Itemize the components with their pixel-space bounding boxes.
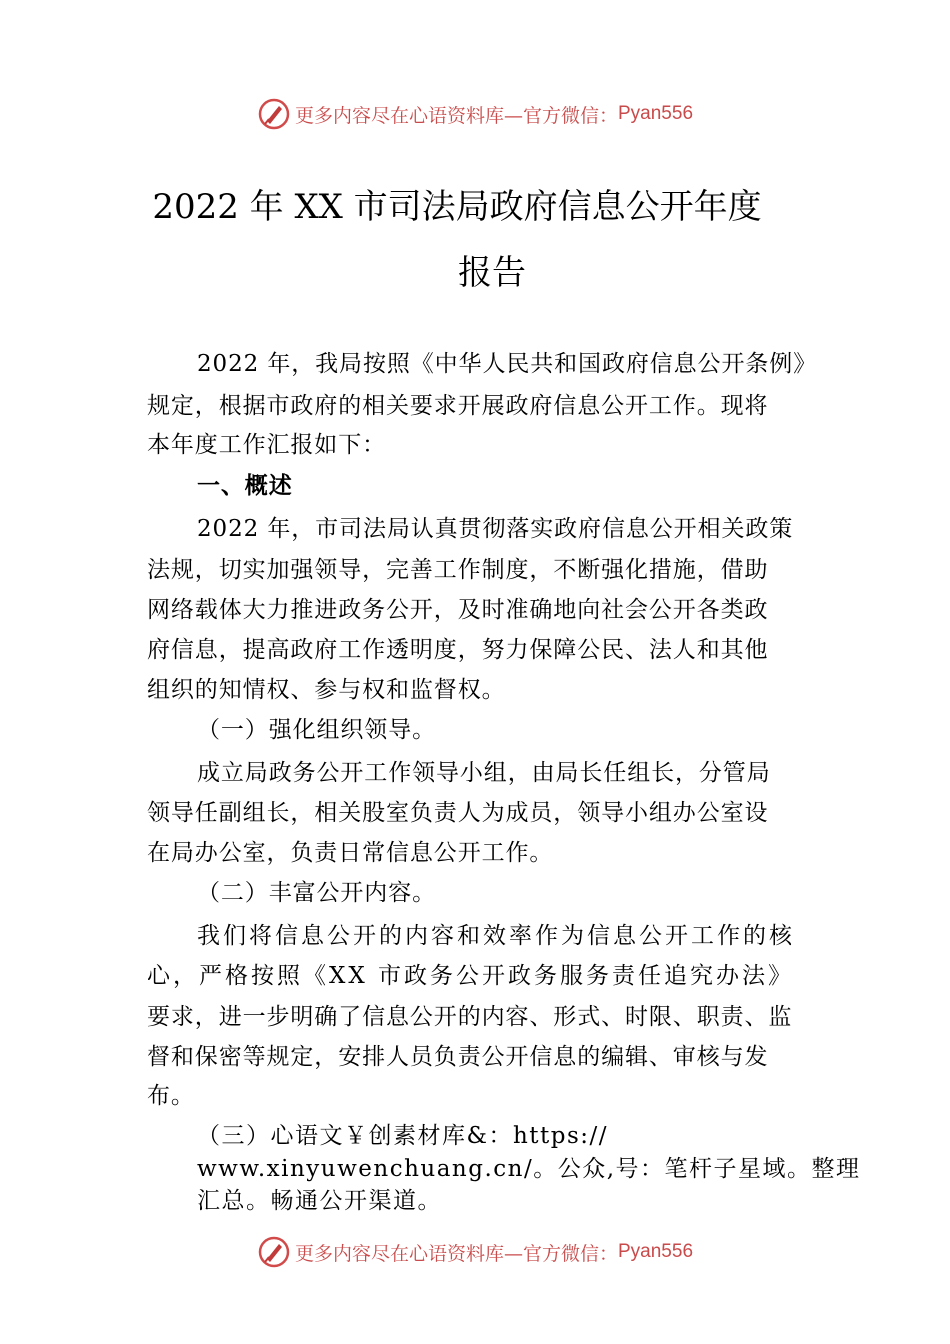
doc-title-line-1: 2022 年 XX 市司法局政府信息公开年度: [152, 187, 762, 227]
promo-line: 汇总。畅通公开渠道。: [197, 1188, 442, 1214]
para-line: 领导任副组长，相关股室负责人为成员，领导小组办公室设: [147, 800, 769, 826]
subsection-heading: （一）强化组织领导。: [197, 717, 436, 743]
para-line: 法规，切实加强领导，完善工作制度，不断强化措施，借助: [147, 557, 769, 583]
para-line: 网络载体大力推进政务公开，及时准确地向社会公开各类政: [147, 597, 769, 623]
para-line: 组织的知情权、参与权和监督权。: [147, 677, 506, 703]
watermark-banner-top: [0, 94, 950, 134]
promo-line: （三）心语文￥创素材库&：https://: [197, 1123, 609, 1149]
para-line: 本年度工作汇报如下：: [147, 432, 386, 458]
section-heading: 一、概述: [197, 473, 293, 499]
pen-logo-icon: [257, 1235, 291, 1269]
para-line: 在局办公室，负责日常信息公开工作。: [147, 840, 554, 866]
subsection-heading: （二）丰富公开内容。: [197, 880, 436, 906]
watermark-banner-bottom: [0, 1232, 950, 1272]
para-line: 规定，根据市政府的相关要求开展政府信息公开工作。现将: [147, 393, 769, 419]
banner-wechat-id: Pyan556: [618, 103, 694, 124]
banner-lead-text: 更多内容尽在心语资料库—官方微信：: [294, 1242, 618, 1265]
para-line: 成立局政务公开工作领导小组，由局长任组长，分管局: [197, 760, 771, 786]
para-line: 要求，进一步明确了信息公开的内容、形式、时限、职责、监: [147, 1004, 793, 1030]
para-line: 2022 年，市司法局认真贯彻落实政府信息公开相关政策: [197, 516, 794, 542]
para-line: 督和保密等规定，安排人员负责公开信息的编辑、审核与发: [147, 1044, 769, 1070]
doc-title-line-2: 报告: [458, 253, 526, 293]
para-line: 府信息，提高政府工作透明度，努力保障公民、法人和其他: [147, 637, 769, 663]
banner-lead-text: 更多内容尽在心语资料库—官方微信：: [294, 104, 618, 127]
promo-line: www.xinyuwenchuang.cn/。公众,号：笔杆子星域。整理: [197, 1156, 861, 1182]
banner-wechat-id: Pyan556: [618, 1241, 694, 1262]
para-line: 我们将信息公开的内容和效率作为信息公开工作的核: [197, 923, 795, 949]
pen-logo-icon: [257, 97, 291, 131]
para-line: 心，严格按照《XX 市政务公开政务服务责任追究办法》: [147, 963, 795, 989]
para-line: 2022 年，我局按照《中华人民共和国政府信息公开条例》: [197, 351, 818, 377]
para-line: 布。: [147, 1083, 195, 1109]
